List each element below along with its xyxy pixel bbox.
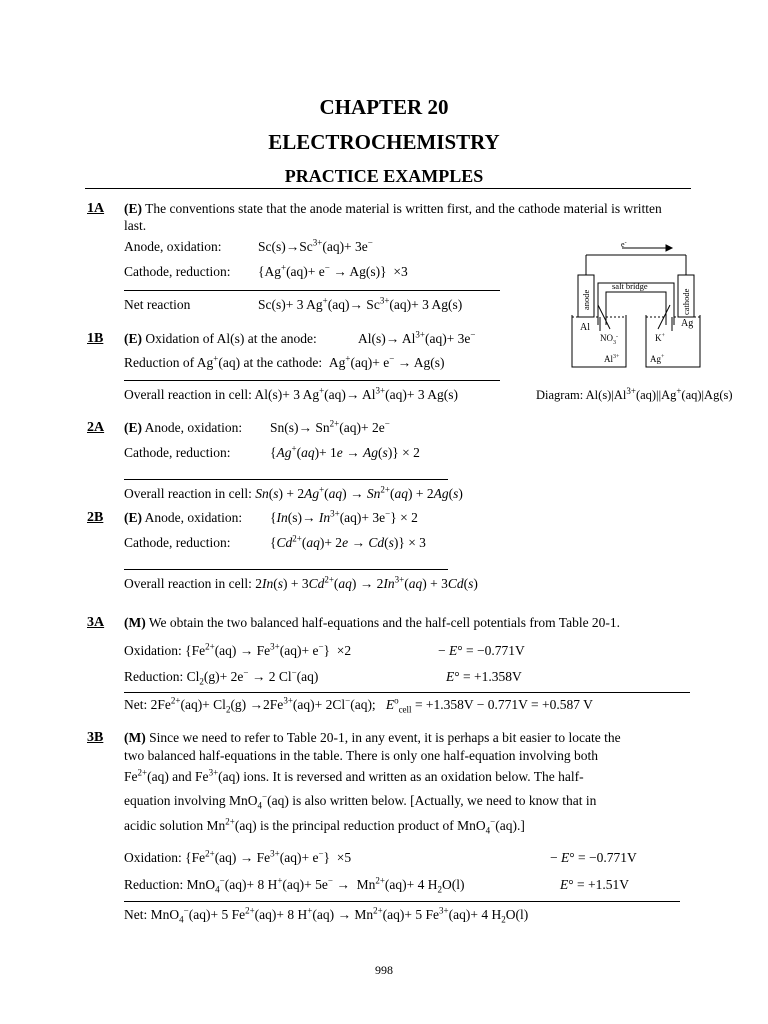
al-electrode-label: Al bbox=[580, 322, 590, 333]
problem-3A-text: (M) We obtain the two balanced half-equations and the half-cell potentials from Table 20-1. bbox=[124, 615, 621, 630]
anode-2A: (E) Anode, oxidation: bbox=[124, 420, 243, 435]
cathode-label-2A: Cathode, reduction: bbox=[124, 445, 231, 460]
header-rule bbox=[85, 188, 691, 189]
cathode-equation-2A: {Ag+(aq)+ 1e → Ag(s)} × 2 bbox=[270, 443, 420, 460]
rule-1B bbox=[124, 380, 500, 381]
problem-3B-line2: two balanced half-equations in the table. There is only one half-equation involving both bbox=[124, 748, 598, 763]
reduction-potential-3A: E° = +1.358V bbox=[446, 669, 522, 684]
nitrate-ion-label: $NO_3^-$ bbox=[600, 333, 618, 346]
chapter-title: ELECTROCHEMISTRY bbox=[268, 130, 500, 154]
anode-label: anode bbox=[581, 289, 591, 310]
problem-1B-label: 1B bbox=[87, 331, 104, 346]
problem-3B-label: 3B bbox=[87, 730, 104, 745]
problem-3A-label: 3A bbox=[87, 615, 105, 630]
cathode-label-2B: Cathode, reduction: bbox=[124, 535, 231, 550]
electron-label: e- bbox=[621, 240, 627, 249]
aluminum-ion-label: $Al^{3+}$ bbox=[604, 354, 620, 364]
net-label-1A: Net reaction bbox=[124, 297, 191, 312]
rule-3B bbox=[124, 901, 680, 902]
chapter-number: CHAPTER 20 bbox=[319, 95, 449, 119]
oxidation-potential-3A: − E° = −0.771V bbox=[438, 643, 525, 658]
reduction-text-1B: Reduction of Ag+(aq) at the cathode: Ag+(aq)+ e− → Ag(s) bbox=[124, 353, 445, 370]
oxidation-equation-1B: $Al(s)\to Al^{3+}(aq)+ 3e^-$ bbox=[358, 329, 476, 346]
problem-1A-label: 1A bbox=[87, 201, 105, 216]
cathode-label-1A: Cathode, reduction: bbox=[124, 264, 231, 279]
salt-bridge-label: salt bridge bbox=[612, 281, 648, 291]
oxidation-3B: Oxidation: $\{Fe^{2+}(aq) \to Fe^{3+}(aq)+ e^-\} \times 5$ bbox=[124, 848, 352, 865]
rule-3A bbox=[124, 692, 690, 693]
cathode-equation-1A: {Ag+(aq)+ e− → Ag(s)} ×3 bbox=[258, 262, 408, 279]
problem-3B-line3: $Fe^{2+}(aq)$ and $Fe^{3+}(aq)$ ions. It is reversed and written as an oxidation below. The half- bbox=[124, 767, 584, 784]
anode-equation-2A: $Sn(s)\to Sn^{2+}(aq)+ 2e^-$ bbox=[270, 418, 390, 435]
anode-label-1A: Anode, oxidation: bbox=[124, 239, 222, 254]
rule-1A bbox=[124, 290, 500, 291]
reduction-potential-3B: E° = +1.51V bbox=[560, 877, 630, 892]
galvanic-cell-diagram bbox=[560, 235, 710, 370]
cathode-label: cathode bbox=[681, 288, 691, 315]
ag-electrode-label: Ag bbox=[681, 318, 694, 329]
problem-2B-label: 2B bbox=[87, 510, 104, 525]
overall-2B: Overall reaction in cell: $2In(s) + 3Cd^{2+}(aq) \to 2In^{3+}(aq) + 3Cd(s)$ bbox=[124, 574, 478, 591]
net-equation-1A: Sc(s)+ 3 $Ag^+(aq)\to Sc^{3+}(aq)+ 3$ Ag(s) bbox=[258, 295, 463, 312]
overall-2A: Overall reaction in cell: $Sn(s) + 2Ag^+(aq) \to Sn^{2+}(aq) + 2Ag(s)$ bbox=[124, 484, 463, 501]
problem-3B-line4: equation involving MnO$_4$−(aq) is also written below. [Actually, we need to know that in bbox=[124, 791, 597, 811]
anode-2B: (E) Anode, oxidation: bbox=[124, 510, 243, 525]
potassium-ion-label: K+ bbox=[655, 333, 665, 343]
net-3A: Net: $2Fe^{2+}(aq)+ Cl_2(g) \to 2Fe^{3+}(aq)+ 2Cl^-(aq)$; $E^o_{cell} = +1.358V - 0.771V = +0.587$ V bbox=[124, 695, 593, 715]
problem-1A-text: (E) The conventions state that the anode material is written first, and the cathode material is written bbox=[124, 201, 662, 216]
anode-equation-1A: $Sc(s)\to Sc^{3+}(aq)+ 3e^-$ bbox=[258, 237, 373, 254]
problem-2A-label: 2A bbox=[87, 420, 105, 435]
net-3B: Net: MnO$_4$−(aq)+ 5 $Fe^{2+}(aq)+ 8$ $H^+(aq) \to Mn^{2+}(aq)+ 5$ $Fe^{3+}(aq)+ 4$ $H_2O(l)$ bbox=[124, 905, 529, 925]
oxidation-3A: Oxidation: $\{Fe^{2+}(aq) \to Fe^{3+}(aq)+ e^-\} \times 2$ bbox=[124, 641, 352, 658]
cathode-equation-2B: $\{Cd^{2+}(aq)+ 2e \to Cd(s)\} \times 3$ bbox=[270, 533, 426, 550]
oxidation-potential-3B: − E° = −0.771V bbox=[550, 850, 637, 865]
problem-1A-text-cont: last. bbox=[124, 218, 147, 233]
rule-2B bbox=[124, 569, 448, 570]
silver-ion-label: Ag+ bbox=[650, 354, 665, 364]
section-title: PRACTICE EXAMPLES bbox=[284, 166, 484, 186]
problem-3B-line1: (M) Since we need to refer to Table 20-1, in any event, it is perhaps a bit easier to locate the bbox=[124, 730, 621, 745]
overall-1B: Overall reaction in cell: Al(s)+ 3 $Ag^+(aq)\to Al^{3+}(aq)+ 3$ Ag(s) bbox=[124, 385, 458, 402]
reduction-3A: Reduction: $Cl_2(g)+ 2e^- \to 2$ Cl−(aq) bbox=[124, 667, 319, 687]
anode-equation-2B: $\{In(s)\to In^{3+}(aq)+ 3e^-\} \times 2$ bbox=[270, 508, 418, 525]
oxidation-text-1B: (E) Oxidation of Al(s) at the anode: bbox=[124, 331, 317, 346]
reduction-3B: Reduction: MnO$_4$−(aq)+ 8 $H^+(aq)+ 5e^- \to Mn^{2+}(aq)+ 4$ $H_2O(l)$ bbox=[124, 875, 465, 895]
rule-2A bbox=[124, 479, 448, 480]
problem-3B-line5: acidic solution $Mn^{2+}(aq)$ is the principal reduction product of MnO$_4$−(aq).] bbox=[124, 816, 525, 836]
diagram-notation: Diagram: $Al(s)|Al^{3+}(aq)||Ag^+(aq)|Ag(s)$ bbox=[536, 385, 733, 402]
page-number: 998 bbox=[375, 963, 393, 977]
